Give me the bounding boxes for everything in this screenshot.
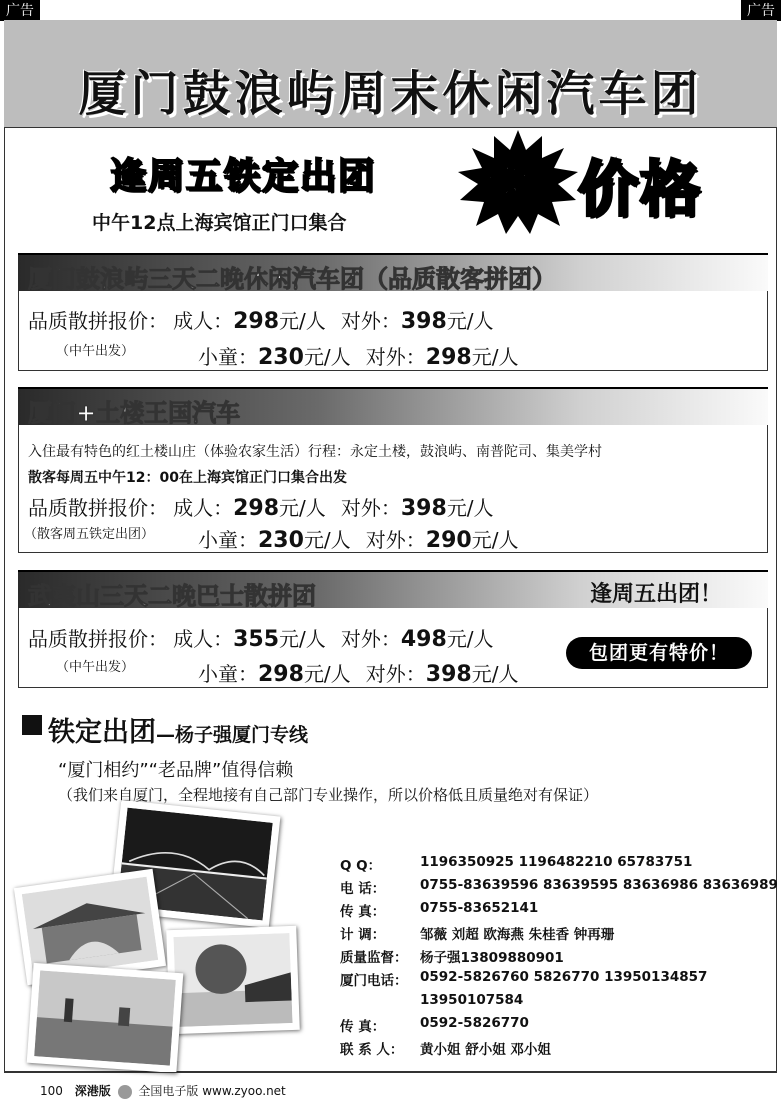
section-2-header	[18, 387, 768, 425]
child-external-price: 398	[425, 662, 472, 687]
section-3-adult-row	[28, 623, 494, 652]
ad-tag-right: 广告	[741, 0, 781, 21]
edition-label: 深港版	[74, 1084, 111, 1098]
contact-value: 黄小姐 舒小姐 邓小姐	[420, 1042, 551, 1058]
section-1-note: （中午出发）	[56, 344, 135, 359]
contact-key: Q Q：	[340, 858, 382, 874]
photo-waterfront	[27, 963, 184, 1073]
contact-key: 电 话：	[340, 881, 386, 897]
section-3-child-row	[198, 658, 518, 687]
contact-value: 1196350925 1196482210 65783751	[420, 854, 693, 870]
section-2-note: （散客周五铁定出团）	[24, 527, 155, 542]
brand-title: 铁定出团	[48, 717, 156, 748]
external-label: 对外：	[340, 309, 401, 333]
adult-label: 成人：	[173, 496, 234, 520]
adult-label: 成人：	[173, 627, 234, 651]
external-label: 对外：	[340, 627, 401, 651]
logo-icon	[118, 1085, 132, 1099]
photo-temple-tree	[166, 926, 300, 1034]
section-3-note: （中午出发）	[56, 660, 135, 675]
unit: 元/人	[279, 627, 326, 651]
external-label: 对外：	[365, 345, 426, 369]
adult-external-price: 498	[400, 627, 447, 652]
child-price: 230	[258, 528, 304, 553]
unit: 元/人	[279, 496, 326, 520]
external-label: 对外：	[365, 528, 426, 552]
child-external-price: 290	[425, 528, 472, 553]
child-label: 小童：	[198, 345, 258, 369]
national-edition-link[interactable]: 全国电子版 www.zyoo.net	[138, 1084, 286, 1098]
unit: 元/人	[446, 309, 494, 333]
section-1-header	[18, 253, 768, 291]
section-2-title: 厦门+土楼王国汽车	[28, 399, 241, 427]
unit: 元/人	[303, 528, 351, 552]
adult-external-price: 398	[400, 309, 447, 334]
section-1-adult-row	[28, 305, 494, 334]
section-2-child-row	[198, 524, 518, 553]
section-3-slogan: 逢周五出团！	[590, 581, 723, 607]
footer-divider	[4, 1072, 777, 1073]
section-2-desc: 入住最有特色的红土楼山庄（体验农家生活）行程：永定土楼，鼓浪屿、南普陀司、集美学村	[28, 444, 602, 460]
adult-price: 355	[233, 627, 280, 652]
contact-key: 联 系 人：	[340, 1042, 404, 1058]
unit: 元/人	[279, 309, 326, 333]
adult-label: 成人：	[173, 309, 234, 333]
group-discount-badge: 包团更有特价！	[566, 637, 752, 669]
external-label: 对外：	[365, 662, 426, 686]
contact-key: 传 真：	[340, 904, 386, 920]
title-band	[4, 20, 777, 128]
contact-key: 计 调：	[340, 927, 386, 943]
price-label: 品质散拼报价：	[28, 309, 168, 333]
brand-heading	[48, 710, 308, 749]
price-label: 品质散拼报价：	[28, 496, 168, 520]
footer	[40, 1082, 286, 1099]
contact-value: 0592-5826760 5826770 13950134857	[420, 969, 708, 985]
unit: 元/人	[446, 627, 494, 651]
adult-external-price: 398	[400, 496, 447, 521]
external-label: 对外：	[340, 496, 401, 520]
contact-value: 杨子强13809880901	[420, 950, 564, 966]
contact-value: 0755-83639596 83639595 83636986 83636989	[420, 877, 778, 893]
contact-value: 邹薇 刘超 欧海燕 朱桂香 钟再珊	[420, 927, 615, 943]
unit: 元/人	[303, 345, 351, 369]
unit: 元/人	[303, 662, 351, 686]
price-headline: 价格	[578, 155, 702, 225]
photo-collage	[20, 808, 340, 1070]
starburst-icon	[458, 130, 578, 234]
section-2-meet: 散客每周五中午12：00在上海宾馆正门口集合出发	[28, 470, 347, 486]
unit: 元/人	[446, 496, 494, 520]
section-1-child-row	[198, 341, 518, 370]
child-external-price: 298	[425, 345, 472, 370]
contact-value: 0755-83652141	[420, 900, 539, 916]
child-price: 298	[258, 662, 304, 687]
child-price: 230	[258, 345, 304, 370]
contact-value: 13950107584	[420, 992, 524, 1008]
section-2-adult-row	[28, 492, 494, 521]
contact-key: 质量监督：	[340, 950, 408, 966]
contact-key: 厦门电话：	[340, 973, 408, 989]
ad-tag-left: 广告	[0, 0, 40, 21]
unit: 元/人	[471, 345, 519, 369]
page-title: 厦门鼓浪屿周末休闲汽车团	[78, 66, 703, 122]
brand-note: （我们来自厦门，全程地接有自己部门专业操作，所以价格低且质量绝对有保证）	[58, 786, 599, 804]
contact-value: 0592-5826770	[420, 1015, 529, 1031]
price-label: 品质散拼报价：	[28, 627, 168, 651]
section-3-title: 武夷山三天二晚巴士散拼团	[28, 582, 316, 610]
brand-subtitle: 杨子强厦门专线	[175, 724, 309, 746]
child-label: 小童：	[198, 662, 258, 686]
bullet-square-icon	[22, 715, 42, 735]
adult-price: 298	[233, 496, 280, 521]
adult-price: 298	[233, 309, 280, 334]
page-number: 100	[40, 1084, 63, 1098]
burst-text: 惊爆	[488, 164, 548, 199]
child-label: 小童：	[198, 528, 258, 552]
section-1-title: 厦门鼓浪屿三天二晚休闲汽车团（品质散客拼团）	[28, 265, 556, 293]
weekly-slogan: 逢周五铁定出团	[110, 155, 377, 197]
unit: 元/人	[471, 662, 519, 686]
contact-key: 传 真：	[340, 1019, 386, 1035]
brand-dash: —	[156, 724, 175, 746]
unit: 元/人	[471, 528, 519, 552]
brand-slogan: “厦门相约”“老品牌”值得信赖	[58, 760, 294, 781]
meeting-point: 中午12点上海宾馆正门口集合	[92, 212, 347, 234]
